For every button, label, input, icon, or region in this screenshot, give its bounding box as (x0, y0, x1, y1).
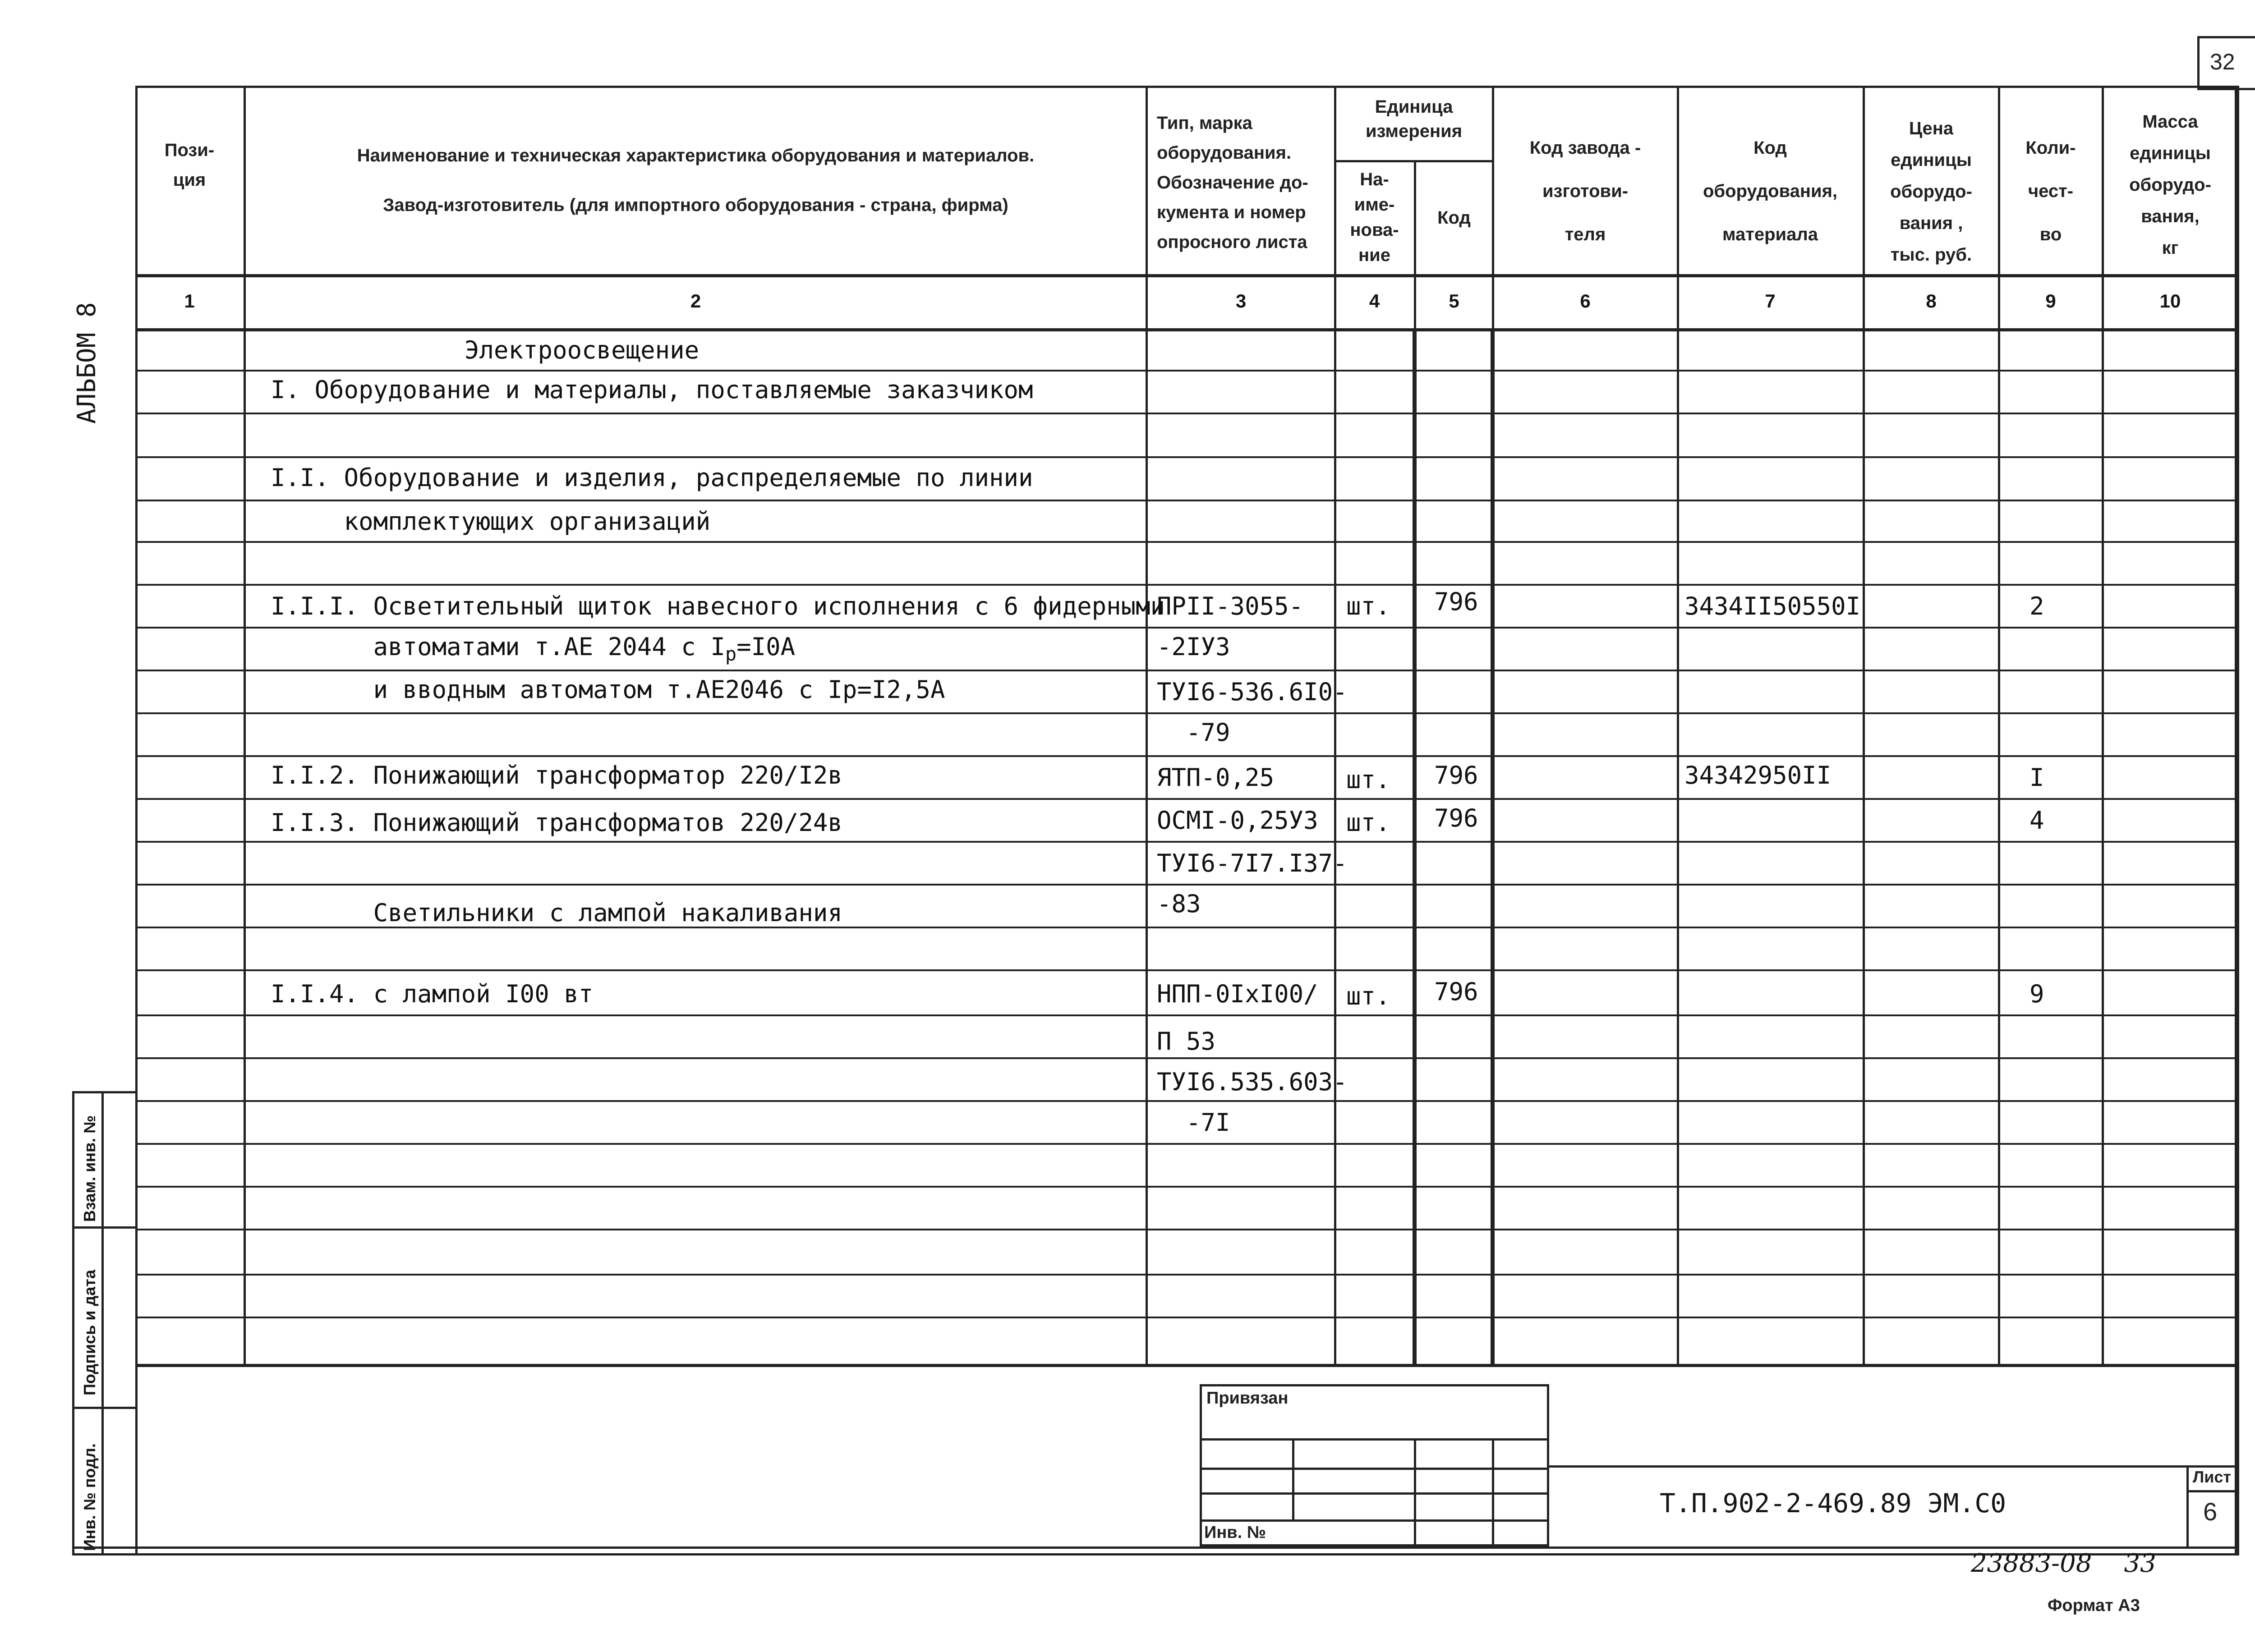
format-label: Формат А3 (2048, 1596, 2140, 1615)
privyazan-line-4 (1200, 1519, 1549, 1522)
col-line-6 (1677, 86, 1679, 1366)
row-11-name: I.I.3. Понижающий трансформатов 220/24в (271, 808, 842, 837)
header-price: Цена единицы оборудо- вания , тыс. руб. (1890, 119, 1972, 265)
header-position: Пози- ция (164, 140, 215, 190)
row-11-code: 796 (1434, 804, 1478, 832)
sheet-bottom-line (72, 1546, 2237, 1549)
privyazan-col-1 (1292, 1438, 1294, 1519)
row-grid-line (135, 1057, 2237, 1059)
row-grid-line (135, 1317, 2237, 1318)
row-10-eqcode: 34342950II (1684, 761, 1832, 789)
col-number-7: 7 (1765, 290, 1776, 312)
row-15-type: НПП-0IxI00/ (1157, 980, 1318, 1008)
list-box-split (2186, 1490, 2237, 1492)
privyazan-line-3 (1200, 1492, 1549, 1495)
col-number-9: 9 (2045, 290, 2056, 312)
row-0-name: Электроосвещение (465, 336, 700, 364)
row-6-name: I.I.I. Осветительный щиток навесного исполнения с 6 фидерными (271, 592, 1165, 620)
row-grid-line (135, 1274, 2237, 1276)
row-8-name: и вводным автоматом т.АЕ2046 с Ip=I2,5A (271, 675, 945, 704)
document-code: Т.П.902-2-469.89 ЭМ.С0 (1660, 1488, 2006, 1519)
row-15-qty: 9 (2030, 980, 2044, 1008)
row-grid-line (135, 627, 2237, 629)
row-9-type: -79 (1157, 718, 1230, 747)
bold-bracket-left (1413, 328, 1417, 1365)
row-15-code: 796 (1434, 977, 1478, 1006)
header-equipment-code: Код оборудования, материала (1703, 138, 1838, 244)
side-box-inv-original: Инв. № подл. (80, 1443, 99, 1551)
col-number-5: 5 (1449, 290, 1459, 312)
row-grid-line (135, 1186, 2237, 1188)
row-15-name: I.I.4. с лампой I00 вт (271, 980, 594, 1008)
table-top-line (135, 86, 2237, 88)
row-grid-line (135, 500, 2237, 501)
row-grid-line (135, 755, 2237, 757)
row-grid-line (135, 413, 2237, 414)
privyazan-box (1200, 1384, 1549, 1546)
row-13-name: Светильники с лампой накаливания (271, 899, 842, 927)
unit-split-line (1334, 160, 1492, 162)
row-8-type: ТУI6-536.6I0- (1157, 678, 1348, 706)
col-line-3 (1334, 86, 1336, 1366)
privyazan-col-2 (1414, 1438, 1416, 1546)
header-unit: Единица измерения (1365, 97, 1463, 141)
row-6-unit: шт. (1346, 592, 1390, 620)
list-box-left (2186, 1465, 2189, 1546)
row-grid-line (135, 1014, 2237, 1016)
row-grid-line (135, 370, 2237, 372)
row-4-name: комплектующих организаций (271, 507, 711, 536)
handwritten-number: 23883-08 33 (1971, 1549, 2156, 1578)
header-quantity: Коли- чест- во (2025, 138, 2076, 244)
col-number-6: 6 (1580, 290, 1591, 312)
row-7-name: автоматами т.АЕ 2044 с $I_р=I0A$ (271, 633, 796, 665)
privyazan-col-3 (1492, 1438, 1494, 1546)
bold-bracket-right (1491, 328, 1495, 1365)
header-bottom-line (135, 274, 2237, 277)
row-6-code: 796 (1434, 587, 1478, 616)
col-line-9 (2102, 86, 2104, 1366)
row-13-type: -83 (1157, 890, 1201, 918)
col-line-1 (244, 86, 246, 1366)
row-grid-line (135, 1100, 2237, 1102)
row-7-subscript: р (725, 642, 737, 665)
sheet-frame (72, 1091, 2237, 1556)
side-box-split-2 (72, 1407, 138, 1409)
row-10-unit: шт. (1346, 766, 1390, 794)
row-grid-line (135, 798, 2237, 800)
col-line-7 (1863, 86, 1865, 1366)
row-grid-line (135, 884, 2237, 886)
privyazan-label: Привязан (1206, 1389, 1289, 1408)
colnum-bottom-line (135, 328, 2237, 331)
inv-number-label: Инв. № (1204, 1523, 1266, 1542)
col-number-1: 1 (184, 290, 195, 312)
list-label: Лист (2193, 1468, 2232, 1486)
header-mass: Масса единицы оборудо- вания, кг (2129, 112, 2211, 258)
col-number-8: 8 (1926, 290, 1937, 312)
row-11-unit: шт. (1346, 808, 1390, 837)
row-12-type: ТУI6-7I7.I37- (1157, 849, 1348, 877)
row-grid-line (135, 456, 2237, 458)
row-15-unit: шт. (1346, 982, 1390, 1010)
row-grid-line (135, 969, 2237, 971)
col-number-4: 4 (1369, 290, 1380, 312)
row-grid-line (135, 584, 2237, 586)
header-factory-code: Код завода - изготови- теля (1529, 138, 1641, 244)
row-6-type: ПРII-3055- (1157, 592, 1304, 620)
side-box-split-1 (72, 1226, 138, 1229)
row-6-qty: 2 (2030, 592, 2044, 620)
privyazan-line-1 (1200, 1438, 1549, 1441)
side-box-inner-line (101, 1091, 104, 1556)
row-10-code: 796 (1434, 761, 1478, 789)
header-type: Тип, марка оборудования. Обозначение до- кумента и номер опросного листа (1157, 113, 1308, 252)
album-label: АЛЬБОМ 8 (72, 302, 101, 424)
col-number-2: 2 (690, 290, 701, 312)
row-grid-line (135, 1229, 2237, 1230)
header-name: Наименование и техническая характеристика оборудования и материалов. Завод-изготовитель (для импортного оборудования - страна, фирма) (357, 146, 1035, 215)
row-10-type: ЯТП-0,25 (1157, 763, 1275, 792)
row-10-name: I.I.2. Понижающий трансформатор 220/I2в (271, 761, 842, 789)
row-grid-line (135, 1143, 2237, 1145)
title-block-top (1549, 1465, 2237, 1468)
row-16-type: П 53 (1157, 1027, 1216, 1055)
row-18-type: -7I (1157, 1108, 1230, 1137)
row-11-type: ОСМI-0,25У3 (1157, 806, 1318, 835)
side-box-signature-date: Подпись и дата (80, 1270, 99, 1395)
row-grid-line (135, 541, 2237, 543)
header-unit-name: На- име- нова- ние (1350, 170, 1399, 265)
row-grid-line (135, 712, 2237, 714)
col-line-8 (1998, 86, 2000, 1366)
page-number: 32 (2210, 49, 2235, 74)
side-box-replace-inv: Взам. инв. № (80, 1115, 99, 1222)
col-line-2 (1146, 86, 1148, 1366)
row-grid-line (135, 841, 2237, 843)
col-number-3: 3 (1235, 290, 1247, 312)
privyazan-line-2 (1200, 1468, 1549, 1470)
header-unit-code: Код (1437, 208, 1471, 228)
list-number: 6 (2203, 1497, 2218, 1526)
row-7-type: -2IУ3 (1157, 633, 1230, 661)
row-10-qty: I (2030, 763, 2044, 792)
row-17-type: ТУI6.535.603- (1157, 1068, 1348, 1096)
table-bottom-line (135, 1364, 2237, 1367)
row-3-name: I.I. Оборудование и изделия, распределяемые по линии (271, 463, 1033, 492)
row-6-eqcode: 3434II50550I (1684, 592, 1861, 620)
col-number-10: 10 (2159, 290, 2181, 312)
row-11-qty: 4 (2030, 806, 2044, 835)
row-1-name: I. Оборудование и материалы, поставляемые заказчиком (271, 376, 1033, 404)
